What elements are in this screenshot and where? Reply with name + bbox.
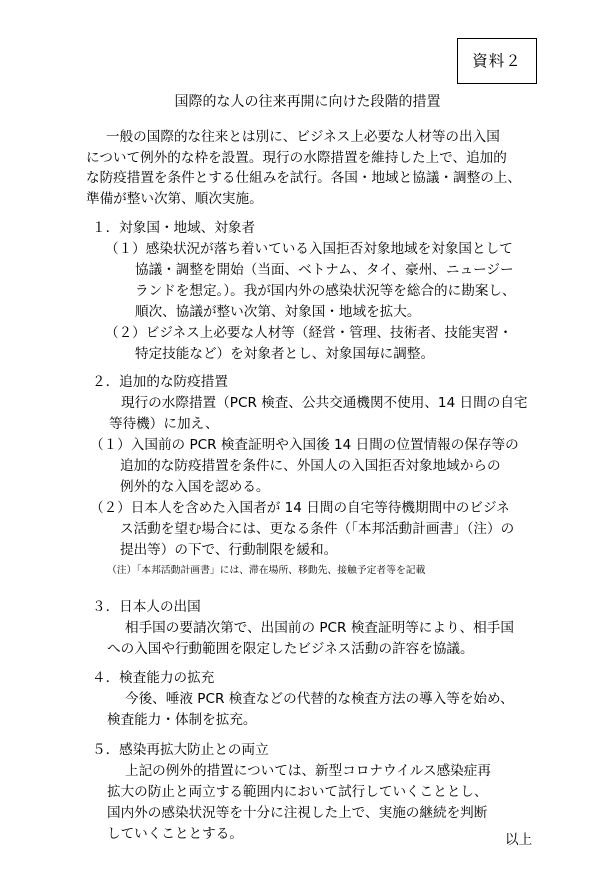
section-1-item-1-line-3: ランドを想定。）。我が国内外の感染状況等を総合的に勘案し、 [135, 283, 516, 299]
document-label-badge: 資料２ [457, 38, 537, 84]
section-5-body-line-1: 上記の例外的措置については、新型コロナウイルス感染症再 [125, 763, 491, 779]
section-3-body-line-2: への入国や行動範囲を限定したビジネス活動の許容を協議。 [107, 641, 474, 657]
section-1-item-2-line-1: （２）ビジネス上必要な人材等（経営・管理、技術者、技能実習・ [105, 325, 513, 341]
section-1-item-1-line-1: （１）感染状況が落ち着いている入国拒否対象地域を対象国として [105, 241, 513, 257]
section-2-lead-line-1: 現行の水際措置（PCR 検査、公共交通機関不使用、14 日間の自宅 [121, 395, 528, 411]
intro-line-2: について例外的な枠を設置。現行の水際措置を維持した上で、追加的 [86, 150, 507, 166]
section-2-lead-line-2: 等待機）に加え、 [109, 416, 219, 432]
section-2-item-1-line-2: 追加的な防疫措置を条件に、外国人の入国拒否対象地域からの [120, 458, 501, 474]
section-1-heading: １．対象国・地域、対象者 [92, 220, 256, 236]
section-2-item-1-line-3: 例外的な入国を認める。 [120, 479, 270, 495]
section-2-footnote: （注）「本邦活動計画書」には、滞在場所、移動先、接触予定者等を記載 [107, 565, 426, 576]
section-5-body-line-3: 国内外の感染状況等を十分に注視した上で、実施の継続を判断 [107, 805, 488, 821]
section-2-item-2-line-2: ス活動を望む場合には、更なる条件（「本邦活動計画書」（注）の [120, 521, 515, 537]
section-2-item-2-line-3: 提出等）の下で、行動制限を緩和。 [120, 542, 338, 558]
section-2-heading: ２．追加的な防疫措置 [92, 374, 228, 390]
section-4-body-line-1: 今後、唾液 PCR 検査などの代替的な検査方法の導入等を始め、 [125, 691, 514, 707]
section-3-heading: ３．日本人の出国 [92, 599, 201, 615]
intro-line-3: な防疫措置を条件とする仕組みを試行。各国・地域と協議・調整の上、 [86, 170, 521, 186]
intro-line-1: 一般の国際的な往来とは別に、ビジネス上必要な人材等の出入国 [106, 129, 500, 145]
section-1-item-1-line-2: 協議・調整を開始（当面、ベトナム、タイ、豪州、ニュージー [135, 262, 514, 278]
document-title: 国際的な人の往来再開に向けた段階的措置 [174, 94, 441, 110]
section-4-body-line-2: 検査能力・体制を拡充。 [107, 712, 257, 728]
section-5-body-line-2: 拡大の防止と両立する範囲内において試行していくこととし、 [107, 784, 488, 800]
section-5-heading: ５．感染再拡大防止との両立 [92, 742, 269, 758]
closing-mark: 以上 [505, 832, 533, 848]
section-5-body-line-4: していくこととする。 [107, 826, 243, 842]
intro-line-4: 準備が整い次第、順次実施。 [86, 191, 263, 207]
section-3-body-line-1: 相手国の要請次第で、出国前の PCR 検査証明等により、相手国 [125, 620, 514, 636]
section-2-item-2-line-1: （２）日本人を含めた入国者が 14 日間の自宅等待機期間中のビジネ [90, 500, 510, 516]
section-4-heading: ４．検査能力の拡充 [92, 670, 215, 686]
section-2-item-1-line-1: （１）入国前の PCR 検査証明や入国後 14 日間の位置情報の保存等の [90, 437, 519, 453]
section-1-item-1-line-4: 順次、協議が整い次第、対象国・地域を拡大。 [135, 304, 421, 320]
section-1-item-2-line-2: 特定技能など）を対象者とし、対象国毎に調整。 [135, 346, 435, 362]
